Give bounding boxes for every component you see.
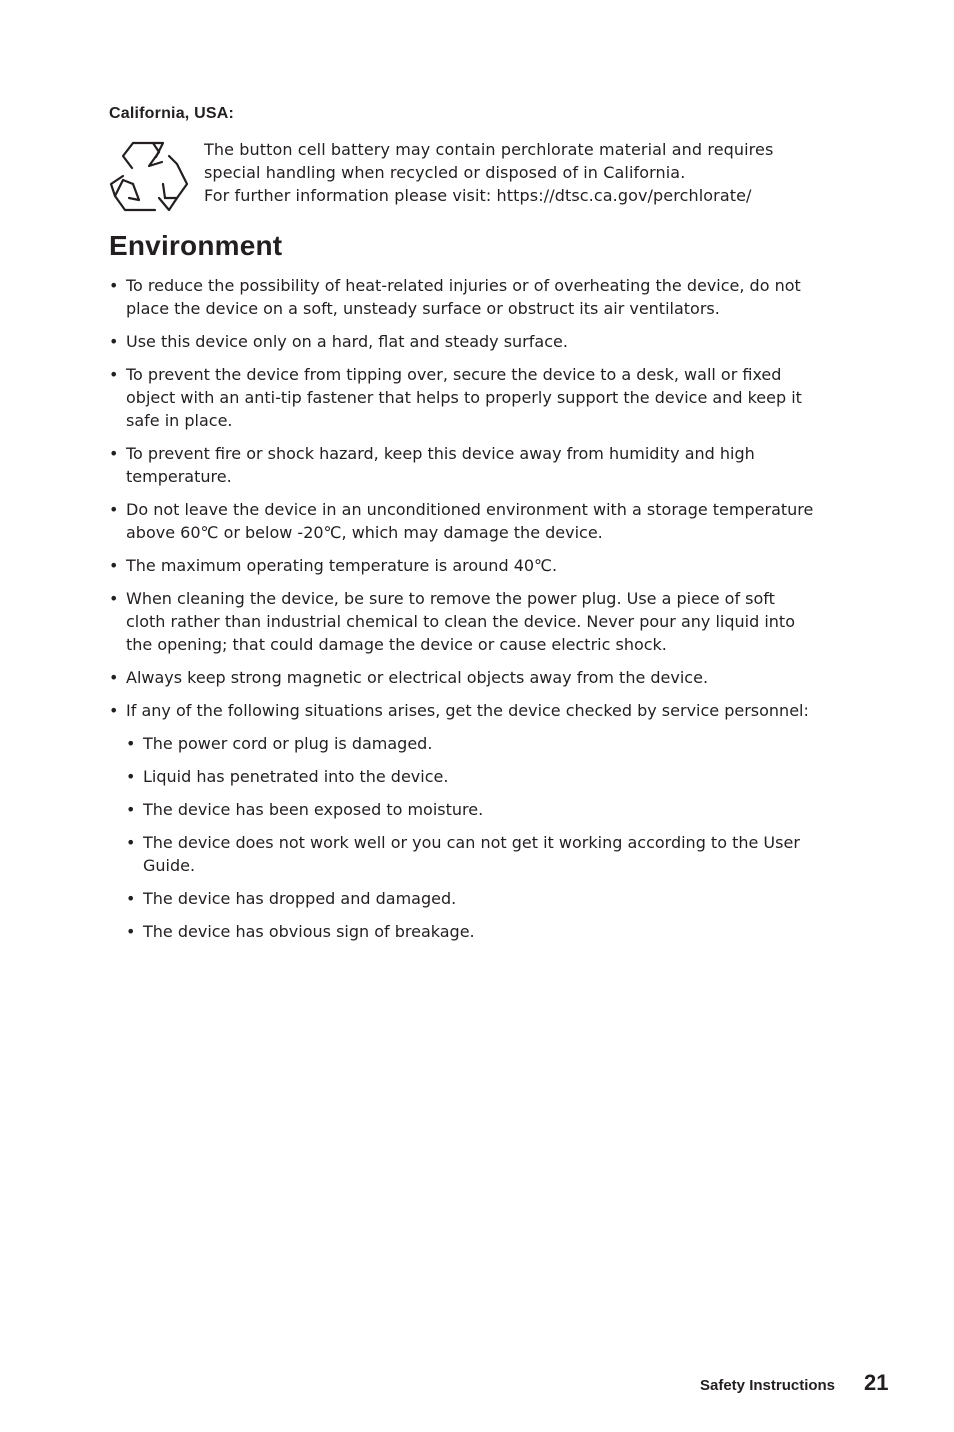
list-item xyxy=(109,442,849,488)
list-item xyxy=(109,498,849,544)
list-item xyxy=(109,330,849,353)
bullet-glyph: • xyxy=(109,365,119,384)
california-notice xyxy=(204,138,904,207)
list-item-line: cloth rather than industrial chemical to clean the device. Never pour any liquid into xyxy=(126,612,795,631)
list-item-line: Guide. xyxy=(143,856,196,875)
bullet-glyph: • xyxy=(109,556,119,575)
bullet-glyph: • xyxy=(109,668,119,687)
list-item-line: To prevent the device from tipping over, secure the device to a desk, wall or fixed xyxy=(126,365,782,384)
list-item-line: object with an anti-tip fastener that helps to properly support the device and keep it xyxy=(126,388,802,407)
list-item-line: Always keep strong magnetic or electrical objects away from the device. xyxy=(126,668,709,687)
sub-list-item xyxy=(126,765,849,788)
notice-line: special handling when recycled or disposed of in California. xyxy=(204,163,686,182)
notice-line: The button cell battery may contain perchlorate material and requires xyxy=(204,140,774,159)
list-item-line: When cleaning the device, be sure to remove the power plug. Use a piece of soft xyxy=(126,589,775,608)
bullet-glyph: • xyxy=(126,767,136,786)
list-item-line: The device does not work well or you can not get it working according to the User xyxy=(143,833,800,852)
bullet-glyph: • xyxy=(126,833,136,852)
list-item-line: The device has dropped and damaged. xyxy=(143,889,457,908)
list-item-line: The device has been exposed to moisture. xyxy=(143,800,484,819)
list-item xyxy=(109,666,849,689)
sub-list-item xyxy=(126,798,849,821)
bullet-glyph: • xyxy=(109,444,119,463)
bullet-glyph: • xyxy=(126,734,136,753)
list-item-line: above 60℃ or below -20℃, which may damage the device. xyxy=(126,523,603,542)
list-item xyxy=(109,699,849,722)
sub-list-item xyxy=(126,920,849,943)
bullet-glyph: • xyxy=(109,701,119,720)
bullet-glyph: • xyxy=(109,589,119,608)
list-item xyxy=(109,274,849,320)
recycle-icon xyxy=(109,140,189,215)
bullet-glyph: • xyxy=(109,332,119,351)
footer-section-label: Safety Instructions xyxy=(700,1377,836,1394)
list-item-line: the opening; that could damage the device or cause electric shock. xyxy=(126,635,667,654)
sub-list-item xyxy=(126,732,849,755)
environment-heading: Environment xyxy=(109,230,283,261)
bullet-glyph: • xyxy=(126,800,136,819)
page-number: 21 xyxy=(864,1370,889,1395)
california-heading: California, USA: xyxy=(109,105,234,122)
list-item xyxy=(109,554,849,577)
list-item-line: If any of the following situations arises, get the device checked by service personnel: xyxy=(126,701,809,720)
list-item-line: The power cord or plug is damaged. xyxy=(143,734,433,753)
environment-bullet-list xyxy=(109,274,849,953)
list-item xyxy=(109,587,849,656)
list-item-line: Do not leave the device in an unconditioned environment with a storage temperature xyxy=(126,500,814,519)
list-item-line: safe in place. xyxy=(126,411,233,430)
list-item xyxy=(109,363,849,432)
list-item-line: To prevent fire or shock hazard, keep this device away from humidity and high xyxy=(126,444,755,463)
sub-list-item xyxy=(126,887,849,910)
list-item-line: Use this device only on a hard, flat and steady surface. xyxy=(126,332,568,351)
bullet-glyph: • xyxy=(126,922,136,941)
notice-line: For further information please visit: https://dtsc.ca.gov/perchlorate/ xyxy=(204,186,752,205)
list-item-line: The maximum operating temperature is around 40℃. xyxy=(126,556,558,575)
bullet-glyph: • xyxy=(109,500,119,519)
bullet-glyph: • xyxy=(109,276,119,295)
list-item-line: temperature. xyxy=(126,467,232,486)
list-item-line: The device has obvious sign of breakage. xyxy=(143,922,475,941)
list-item-line: To reduce the possibility of heat-related injuries or of overheating the device, do not xyxy=(126,276,801,295)
list-item-line: Liquid has penetrated into the device. xyxy=(143,767,449,786)
sub-list-item xyxy=(126,831,849,877)
bullet-glyph: • xyxy=(126,889,136,908)
list-item-line: place the device on a soft, unsteady surface or obstruct its air ventilators. xyxy=(126,299,720,318)
